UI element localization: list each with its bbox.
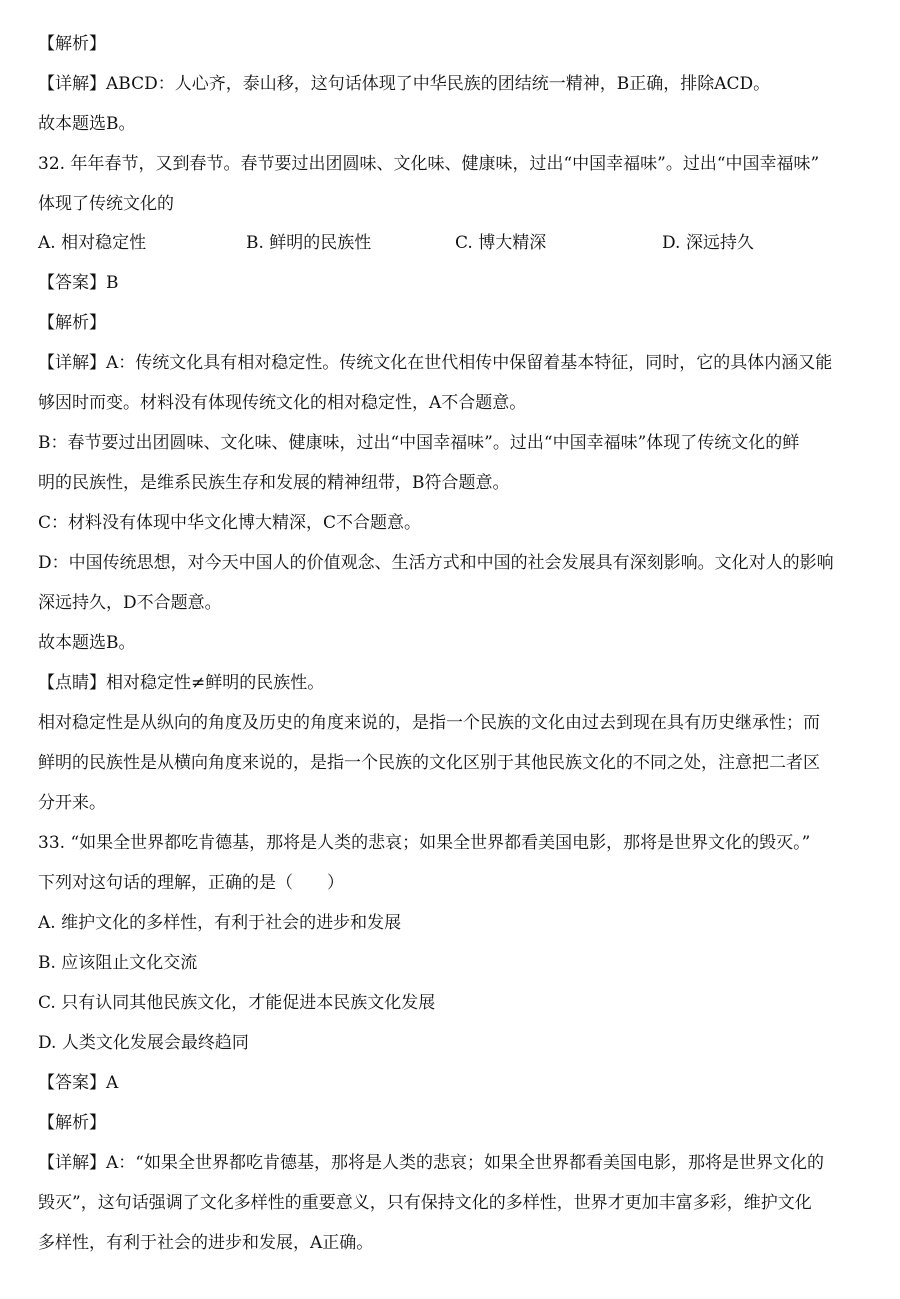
- detail-text: 明的民族性，是维系民族生存和发展的精神纽带，B符合题意。: [38, 473, 510, 493]
- option-d: D. 深远持久: [662, 233, 754, 253]
- conclusion-text: 故本题选B。: [38, 114, 136, 134]
- option-c: C. 博大精深: [455, 233, 547, 253]
- question-32-stem: 32. 年年春节，又到春节。春节要过出团圆味、文化味、健康味，过出“中国幸福味”。过出“中国幸福味”: [38, 154, 820, 174]
- option-b: B. 应该阻止文化交流: [38, 953, 198, 973]
- option-a: A. 相对稳定性: [38, 233, 147, 253]
- detail-text: C：材料没有体现中华文化博大精深，C不合题意。: [38, 513, 422, 533]
- analysis-heading: 【解析】: [38, 34, 106, 54]
- key-point-text: 鲜明的民族性是从横向角度来说的，是指一个民族的文化区别于其他民族文化的不同之处，注意把二者区: [38, 753, 820, 773]
- question-33-stem-cont: 下列对这句话的理解，正确的是（ ）: [38, 873, 344, 893]
- key-point-text: 相对稳定性是从纵向的角度及历史的角度来说的，是指一个民族的文化由过去到现在具有历史继承性；而: [38, 713, 820, 733]
- detail-text: D：中国传统思想，对今天中国人的价值观念、生活方式和中国的社会发展具有深刻影响。文化对人的影响: [38, 553, 834, 573]
- detail-text: 深远持久，D不合题意。: [38, 593, 222, 613]
- detail-text: 【详解】A：“如果全世界都吃肯德基，那将是人类的悲哀；如果全世界都看美国电影，那将是世界文化的: [38, 1153, 824, 1173]
- key-point-text: 【点睛】相对稳定性≠鲜明的民族性。: [38, 673, 325, 693]
- answer-label: 【答案】A: [38, 1073, 119, 1093]
- detail-text: 多样性，有利于社会的进步和发展，A正确。: [38, 1233, 374, 1253]
- question-33-stem: 33. “如果全世界都吃肯德基，那将是人类的悲哀；如果全世界都看美国电影，那将是世界文化的毁灭。”: [38, 833, 811, 853]
- analysis-heading: 【解析】: [38, 1113, 106, 1133]
- detail-text: 毁灭”，这句话强调了文化多样性的重要意义，只有保持文化的多样性，世界才更加丰富多彩，维护文化: [38, 1193, 812, 1213]
- answer-label: 【答案】B: [38, 273, 119, 293]
- question-32-stem-cont: 体现了传统文化的: [38, 194, 174, 214]
- question-32-options: [38, 232, 874, 254]
- analysis-heading: 【解析】: [38, 313, 106, 333]
- key-point-text: 分开来。: [38, 793, 106, 813]
- option-a: A. 维护文化的多样性，有利于社会的进步和发展: [38, 913, 402, 933]
- option-b: B. 鲜明的民族性: [246, 233, 372, 253]
- detail-text: 够因时而变。材料没有体现传统文化的相对稳定性，A不合题意。: [38, 393, 527, 413]
- detail-text: 【详解】A：传统文化具有相对稳定性。传统文化在世代相传中保留着基本特征，同时，它的具体内涵又能: [38, 353, 833, 373]
- option-d: D. 人类文化发展会最终趋同: [38, 1033, 249, 1053]
- option-c: C. 只有认同其他民族文化，才能促进本民族文化发展: [38, 993, 436, 1013]
- detail-text: B：春节要过出团圆味、文化味、健康味，过出“中国幸福味”。过出“中国幸福味”体现了传统文化的鲜: [38, 433, 800, 453]
- detail-text: 【详解】ABCD：人心齐，泰山移，这句话体现了中华民族的团结统一精神，B正确，排除ACD。: [38, 74, 771, 94]
- conclusion-text: 故本题选B。: [38, 633, 136, 653]
